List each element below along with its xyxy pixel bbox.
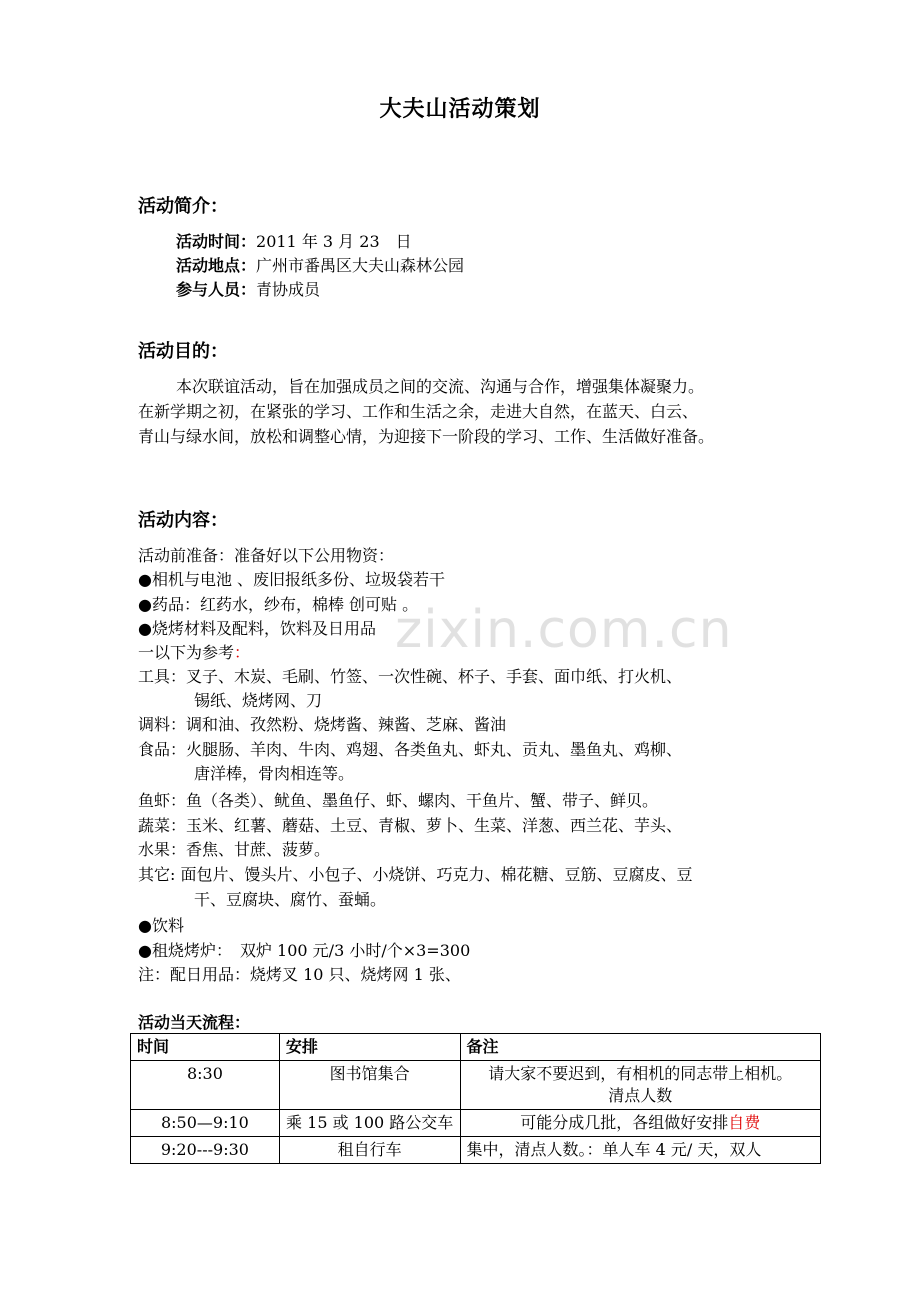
purpose-line-3: 青山与绿水间，放松和调整心情，为迎接下一阶段的学习、工作、生活做好准备。 — [138, 427, 715, 446]
cell-note — [460, 1110, 820, 1137]
watermark: zixin.com.cn — [395, 600, 733, 660]
cell-note-red: 自费 — [728, 1113, 761, 1132]
intro-time — [176, 229, 412, 252]
vegetable-line: 蔬菜：玉米、红薯、蘑菇、土豆、青椒、萝卜、生菜、洋葱、西兰花、芋头、 — [138, 816, 683, 835]
reference-text: 一以下为参考 — [138, 643, 235, 662]
bullet-bbq-materials: ●烧烤材料及配料，饮料及日用品 — [138, 619, 376, 638]
reference-line — [138, 640, 250, 663]
intro-people-label: 参与人员： — [176, 280, 257, 299]
cell-note: 集中，清点人数。：单人车 4 元/ 天，双人 — [460, 1137, 820, 1164]
header-time: 时间 — [131, 1034, 280, 1061]
purpose-line-2: 在新学期之初，在紧张的学习、工作和生活之余，走进大自然，在蓝天、白云、 — [138, 402, 699, 421]
fruit-line: 水果：香焦、甘蔗、菠萝。 — [138, 840, 331, 859]
cell-plan: 图书馆集合 — [279, 1061, 460, 1110]
note-line: 注：配日用品：烧烤叉 10 只、烧烤网 1 张、 — [138, 965, 461, 984]
cell-note-text: 可能分成几批，各组做好安排 — [520, 1113, 729, 1132]
cell-time: 8:30 — [131, 1061, 280, 1110]
table-row — [131, 1110, 821, 1137]
food-line-1: 食品：火腿肠、羊肉、牛肉、鸡翅、各类鱼丸、虾丸、贡丸、墨鱼丸、鸡柳、 — [138, 740, 683, 759]
page-title: 大夫山活动策划 — [379, 97, 541, 122]
header-plan: 安排 — [279, 1034, 460, 1061]
table-row — [131, 1061, 821, 1110]
tools-line-1: 工具：叉子、木炭、毛刷、竹签、一次性碗、杯子、手套、面巾纸、打火机、 — [138, 667, 683, 686]
other-line-1: 其它: 面包片、馒头片、小包子、小烧饼、巧克力、棉花糖、豆筋、豆腐皮、豆 — [138, 865, 693, 884]
intro-place — [176, 253, 464, 276]
cell-time: 8:50—9:10 — [131, 1110, 280, 1137]
seafood-line: 鱼虾：鱼（各类）、鱿鱼、墨鱼仔、虾、螺肉、干鱼片、蟹、带子、鲜贝。 — [138, 791, 659, 810]
intro-time-label: 活动时间： — [176, 232, 257, 251]
cell-note-line-2: 清点人数 — [608, 1086, 673, 1105]
intro-people — [176, 277, 320, 300]
cell-time: 9:20---9:30 — [131, 1137, 280, 1164]
cell-note-line-1: 请大家不要迟到，有相机的同志带上相机。 — [488, 1064, 793, 1083]
content-heading: 活动内容： — [138, 510, 228, 531]
cell-note — [460, 1061, 820, 1110]
flow-heading: 活动当天流程： — [138, 1013, 251, 1032]
bullet-medicine: ●药品：红药水，纱布，棉棒 创可贴 。 — [138, 595, 419, 614]
bullet-grill-rental: ●租烧烤炉： 双炉 100 元/3 小时/个×3=300 — [138, 941, 471, 960]
table-row — [131, 1137, 821, 1164]
seasoning-line: 调料：调和油、孜然粉、烧烤酱、辣酱、芝麻、酱油 — [138, 715, 507, 734]
other-line-2: 干、豆腐块、腐竹、蚕蛹。 — [194, 890, 387, 909]
bullet-drinks: ●饮料 — [138, 916, 184, 935]
bullet-camera: ●相机与电池 、废旧报纸多份、垃圾袋若干 — [138, 570, 446, 589]
intro-people-value: 青协成员 — [256, 280, 321, 299]
intro-place-label: 活动地点： — [176, 256, 257, 275]
purpose-heading: 活动目的： — [138, 341, 228, 362]
prep-line: 活动前准备：准备好以下公用物资： — [138, 546, 395, 565]
intro-heading: 活动简介： — [138, 196, 228, 217]
cell-plan: 乘 15 或 100 路公交车 — [279, 1110, 460, 1137]
tools-line-2: 锡纸、烧烤网、刀 — [194, 691, 323, 710]
intro-time-value: 2011 年 3 月 23 日 — [256, 232, 412, 251]
schedule-table — [130, 1033, 821, 1164]
cell-plan: 租自行车 — [279, 1137, 460, 1164]
purpose-line-1: 本次联谊活动，旨在加强成员之间的交流、沟通与合作，增强集体凝聚力。 — [176, 377, 705, 396]
reference-colon: ： — [234, 643, 251, 662]
header-note: 备注 — [460, 1034, 820, 1061]
intro-place-value: 广州市番禺区大夫山森林公园 — [256, 256, 465, 275]
food-line-2: 唐洋棒，骨肉相连等。 — [194, 764, 355, 783]
table-header-row — [131, 1034, 821, 1061]
